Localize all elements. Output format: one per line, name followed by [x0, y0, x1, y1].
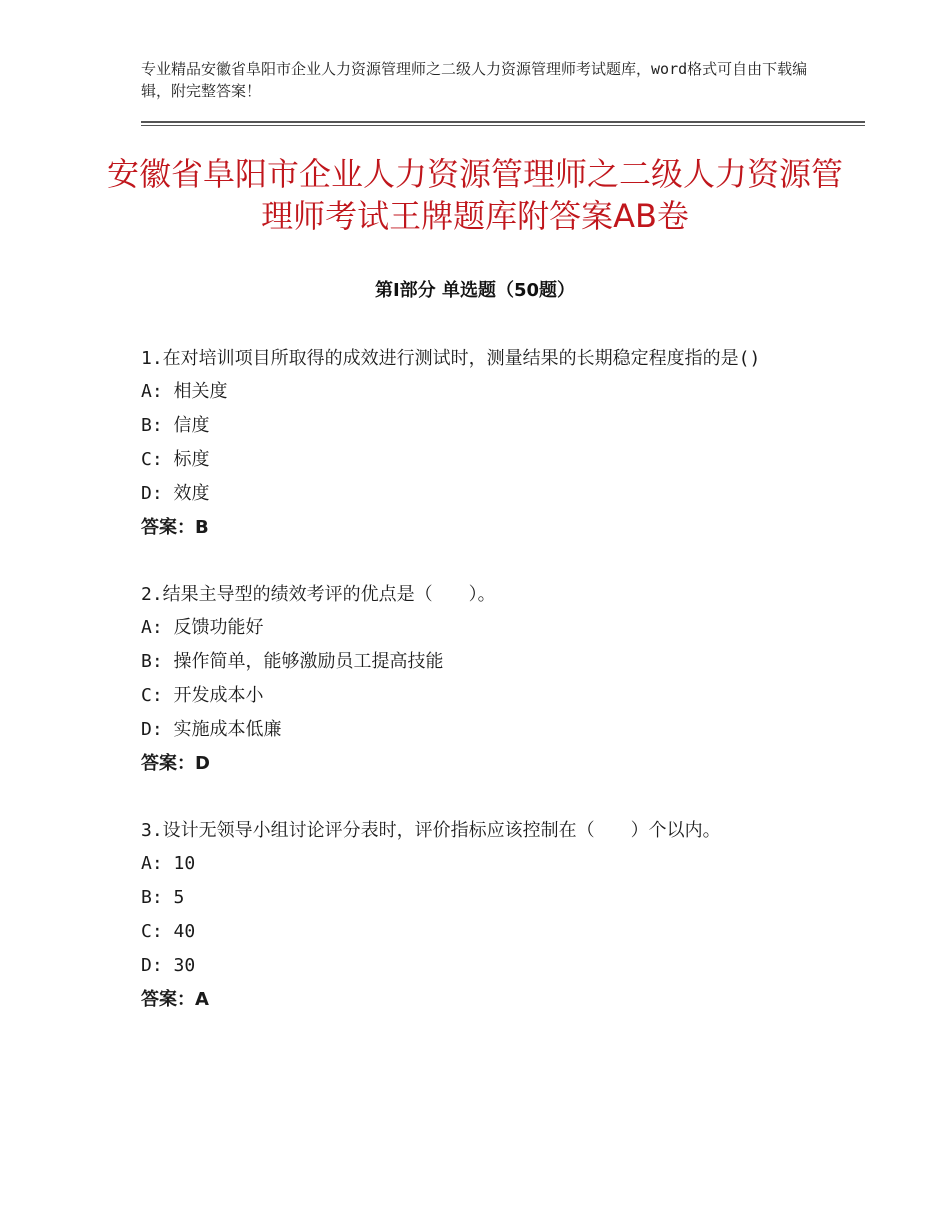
- option-d: D: 效度: [141, 483, 210, 504]
- option-a: A: 反馈功能好: [141, 617, 264, 638]
- document-title: 安徽省阜阳市企业人力资源管理师之二级人力资源管理师考试王牌题库附答案AB卷: [106, 155, 843, 235]
- option-b: B: 操作简单，能够激励员工提高技能: [141, 651, 444, 672]
- header-divider-thick: [141, 121, 865, 123]
- option-d: D: 30: [141, 955, 196, 976]
- option-a: A: 10: [141, 853, 196, 874]
- header-divider-thin: [141, 125, 865, 126]
- question-1: [141, 342, 801, 545]
- option-c: C: 40: [141, 921, 196, 942]
- question-list: [141, 342, 801, 1050]
- question-stem: 1.在对培训项目所取得的成效进行测试时，测量结果的长期稳定程度指的是(): [141, 348, 761, 369]
- answer: 答案：B: [141, 517, 209, 538]
- section-title: 第Ⅰ部分 单选题（50题）: [374, 280, 575, 301]
- option-b: B: 信度: [141, 415, 210, 436]
- option-d: D: 实施成本低廉: [141, 719, 282, 740]
- answer: 答案：A: [141, 989, 209, 1010]
- header-note: 专业精品安徽省阜阳市企业人力资源管理师之二级人力资源管理师考试题库，word格式可自由下载编辑，附完整答案！: [141, 60, 808, 100]
- option-a: A: 相关度: [141, 381, 228, 402]
- question-stem: 2.结果主导型的绩效考评的优点是（ ）。: [141, 584, 496, 605]
- question-2: [141, 578, 801, 781]
- answer: 答案：D: [141, 753, 210, 774]
- option-b: B: 5: [141, 887, 185, 908]
- option-c: C: 标度: [141, 449, 210, 470]
- option-c: C: 开发成本小: [141, 685, 264, 706]
- question-3: [141, 814, 801, 1017]
- question-stem: 3.设计无领导小组讨论评分表时，评价指标应该控制在（ ）个以内。: [141, 820, 721, 841]
